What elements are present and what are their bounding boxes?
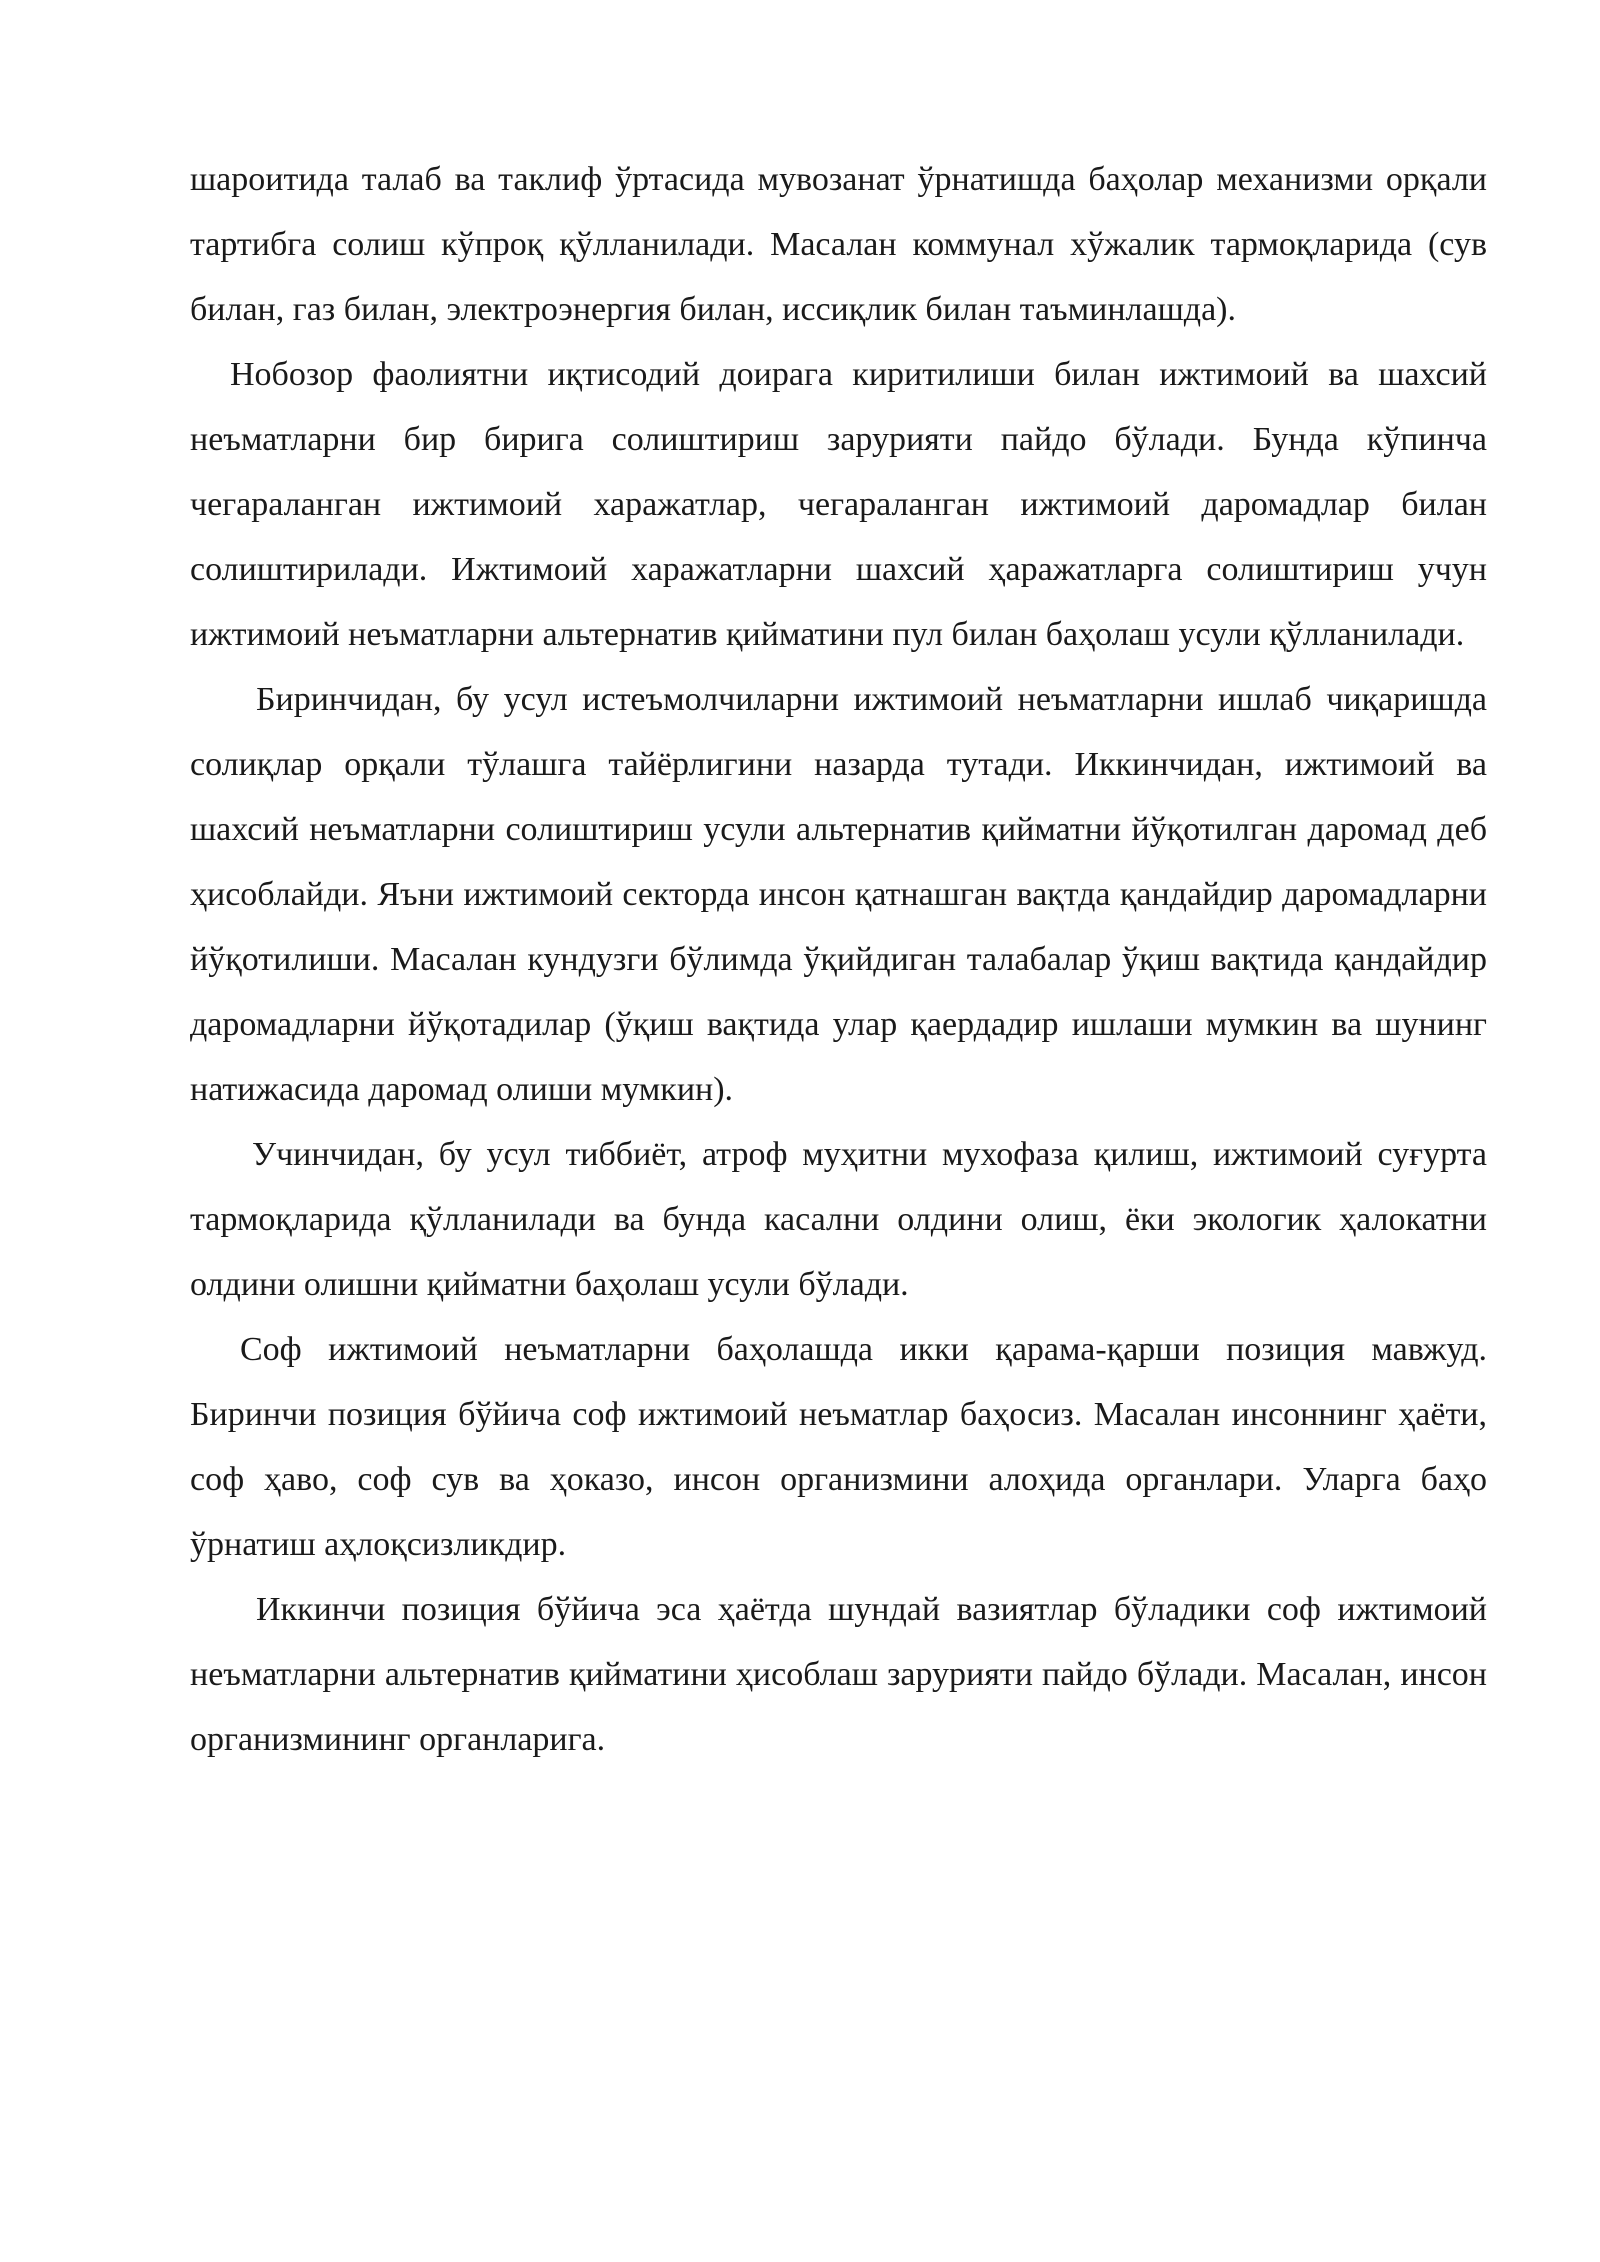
paragraph-1: шароитида талаб ва таклиф ўртасида мувозанат ўрнатишда баҳолар механизми орқали тартибга солиш кўпроқ қўлланилади. Масалан коммунал хўжалик тармоқларида (сув билан, газ билан, электроэнергия билан, иссиқлик билан таъминлашда). [190,161,1487,328]
document-body [190,147,1487,1772]
paragraph-2: Нобозор фаолиятни иқтисодий доирага киритилиши билан ижтимоий ва шахсий неъматларни бир бирига солиштириш зарурияти пайдо бўлади. Бунда кўпинча чегараланган ижтимоий харажатлар, чегараланган ижтимоий даромадлар билан солиштирилади. Ижтимоий харажатларни шахсий ҳаражатларга солиштириш учун ижтимоий неъматларни альтернатив қийматини пул билан баҳолаш усули қўлланилади. [190,356,1487,653]
paragraph-4: Учинчидан, бу усул тиббиёт, атроф муҳитни мухофаза қилиш, ижтимоий суғурта тармоқларида қўлланилади ва бунда касални олдини олиш, ёки экологик ҳалокатни олдини олишни қийматни баҳолаш усули бўлади. [190,1136,1487,1303]
paragraph-5: Соф ижтимоий неъматларни баҳолашда икки қарама-қарши позиция мавжуд. Биринчи позиция бўйича соф ижтимоий неъматлар баҳосиз. Масалан инсоннинг ҳаёти, соф ҳаво, соф сув ва ҳоказо, инсон организмини алоҳида органлари. Уларга баҳо ўрнатиш аҳлоқсизликдир. [190,1331,1487,1563]
paragraph-3: Биринчидан, бу усул истеъмолчиларни ижтимоий неъматларни ишлаб чиқаришда солиқлар орқали тўлашга тайёрлигини назарда тутади. Иккинчидан, ижтимоий ва шахсий неъматларни солиштириш усули альтернатив қийматни йўқотилган даромад деб ҳисоблайди. Яъни ижтимоий секторда инсон қатнашган вақтда қандайдир даромадларни йўқотилиши. Масалан кундузги бўлимда ўқийдиган талабалар ўқиш вақтида қандайдир даромадларни йўқотадилар (ўқиш вақтида улар қаердадир ишлаши мумкин ва шунинг натижасида даромад олиши мумкин). [190,681,1487,1108]
paragraph-6: Иккинчи позиция бўйича эса ҳаётда шундай вазиятлар бўладики соф ижтимоий неъматларни альтернатив қийматини ҳисоблаш зарурияти пайдо бўлади. Масалан, инсон организмининг органларига. [190,1591,1487,1758]
